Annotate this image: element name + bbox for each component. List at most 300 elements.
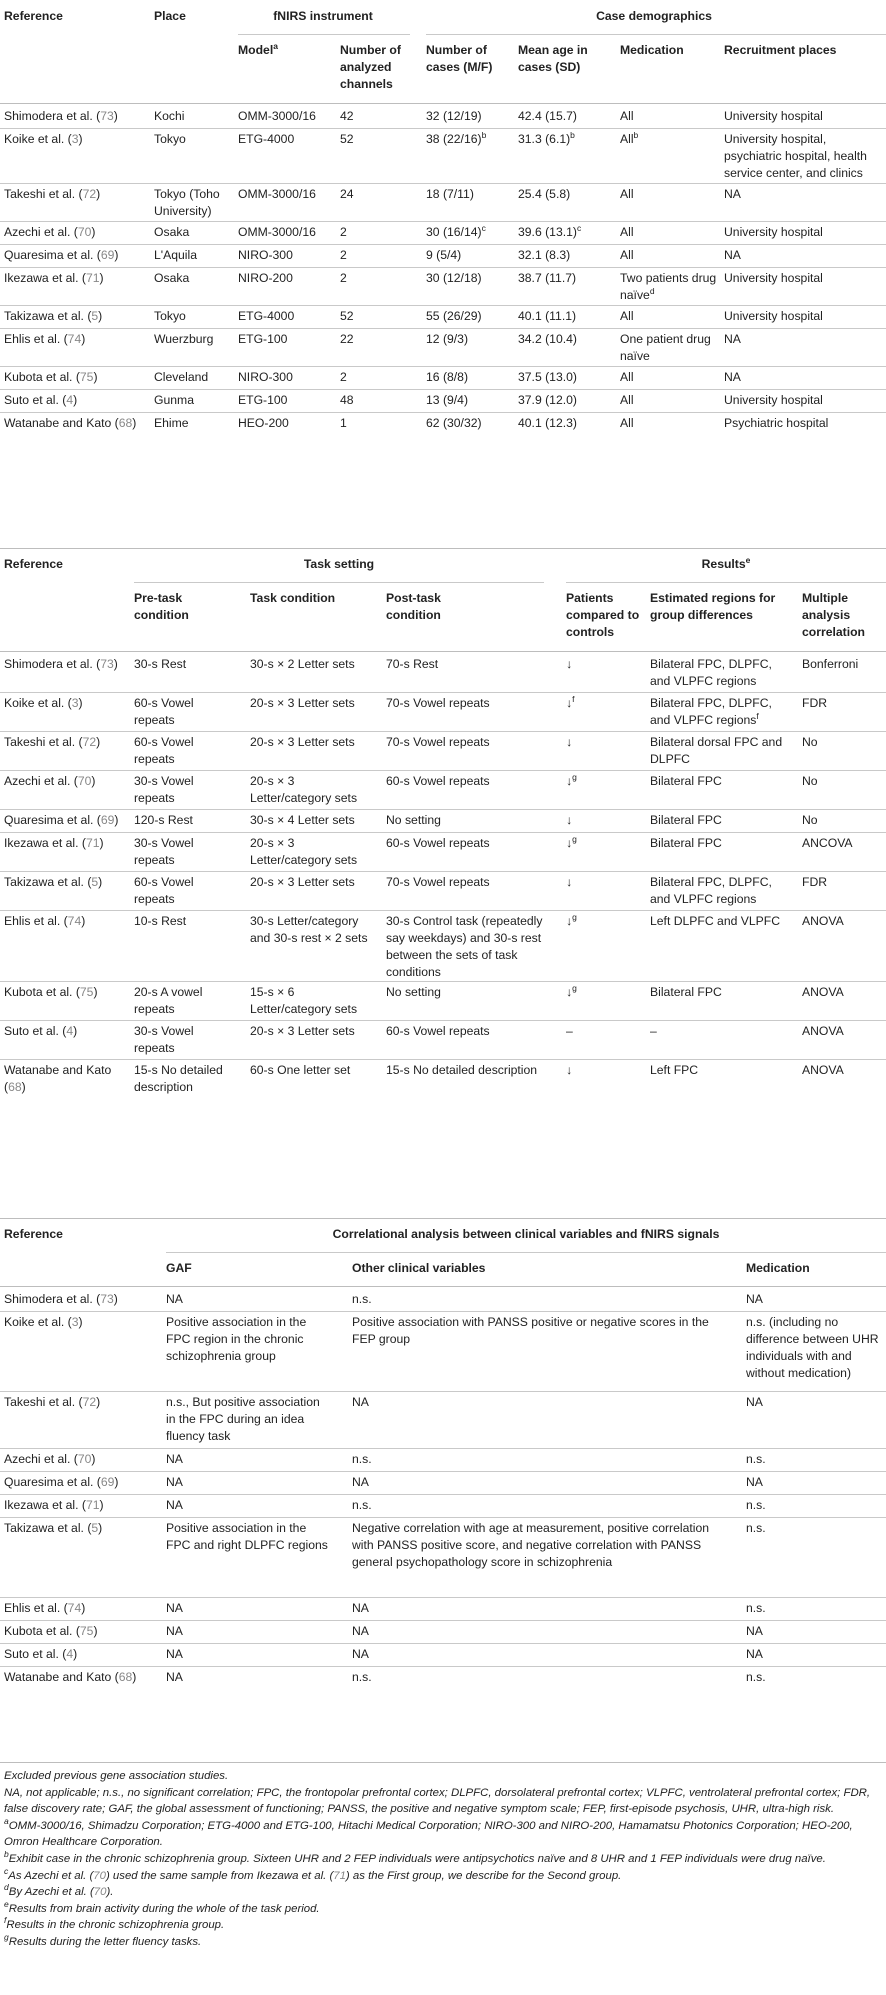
group-rule xyxy=(238,34,410,35)
age-cell xyxy=(518,186,616,203)
medication-cell xyxy=(746,1451,886,1468)
task-condition-cell xyxy=(250,913,378,947)
regions-cell-text: Bilateral FPC, DLPFC, and VLPFC regions xyxy=(650,875,772,906)
channels-cell-text: 24 xyxy=(340,187,354,201)
patients-cell xyxy=(566,1023,626,1040)
regions-cell xyxy=(650,835,790,852)
reference-name: Suto et al. ( xyxy=(4,1647,67,1661)
reference-number-link[interactable]: 71 xyxy=(333,1869,346,1882)
multiple-analysis-cell-text: FDR xyxy=(802,875,828,889)
medication-cell xyxy=(620,331,720,365)
regions-cell xyxy=(650,812,790,829)
recruitment-cell-text: NA xyxy=(724,187,741,201)
reference-name: Ikezawa et al. ( xyxy=(4,1498,86,1512)
reference-number-link[interactable]: 4 xyxy=(66,393,74,407)
row-divider xyxy=(0,244,886,245)
gaf-cell-text: NA xyxy=(166,1601,183,1615)
reference-close-paren: ) xyxy=(21,1080,26,1094)
gaf-cell-text: NA xyxy=(166,1647,183,1661)
multiple-analysis-cell xyxy=(802,913,886,930)
channels-cell xyxy=(340,415,420,432)
pre-task-cell-text: 30-s Vowel repeats xyxy=(134,1024,194,1055)
place-cell-text: L'Aquila xyxy=(154,248,197,262)
correlational-analysis-table xyxy=(0,1218,886,1763)
reference-number-link[interactable]: 4 xyxy=(66,1647,74,1661)
reference-number-link[interactable]: 69 xyxy=(100,248,115,262)
cases-cell-text: 30 (12/18) xyxy=(426,271,482,285)
other-clinical-cell xyxy=(352,1451,727,1468)
post-task-cell xyxy=(386,1023,546,1040)
place-cell-text: Tokyo (Toho University) xyxy=(154,187,220,218)
model-footnote-mark: a xyxy=(273,40,278,51)
reference-close-paren: ) xyxy=(96,187,101,201)
reference-name: Quaresima et al. ( xyxy=(4,248,101,262)
pre-task-cell-text: 30-s Vowel repeats xyxy=(134,774,194,805)
reference-close-paren: ) xyxy=(78,1315,83,1329)
patients-cell xyxy=(566,913,626,930)
row-divider xyxy=(0,809,886,810)
task-condition-cell-text: 20-s × 3 Letter/category sets xyxy=(250,836,358,867)
task-condition-cell-text: 20-s × 3 Letter sets xyxy=(250,875,355,889)
post-task-cell-text: 15-s No detailed description xyxy=(386,1063,538,1077)
medication-cell-text: All xyxy=(620,309,634,323)
reference-cell xyxy=(4,415,149,432)
place-cell-text: Wuerzburg xyxy=(154,332,214,346)
reference-number-link[interactable]: 5 xyxy=(91,1521,99,1535)
reference-number-link[interactable]: 74 xyxy=(67,332,82,346)
reference-close-paren: ) xyxy=(91,225,96,239)
cases-cell xyxy=(426,186,516,203)
medication-cell xyxy=(746,1623,886,1640)
reference-number-link[interactable]: 71 xyxy=(85,836,100,850)
regions-cell xyxy=(650,1062,790,1079)
gaf-cell xyxy=(166,1314,330,1365)
reference-number-link[interactable]: 68 xyxy=(118,416,133,430)
reference-close-paren: ) xyxy=(99,1498,104,1512)
reference-name: Koike et al. ( xyxy=(4,1315,72,1329)
reference-close-paren: ) xyxy=(91,1452,96,1466)
gaf-cell-text: NA xyxy=(166,1498,183,1512)
reference-number-link[interactable]: 69 xyxy=(100,1475,115,1489)
reference-close-paren: ) xyxy=(132,416,137,430)
reference-cell xyxy=(4,308,149,325)
age-cell xyxy=(518,224,616,241)
row-divider xyxy=(0,770,886,771)
pre-task-cell-text: 15-s No detailed description xyxy=(134,1063,223,1094)
post-task-cell-text: 70-s Vowel repeats xyxy=(386,735,490,749)
reference-number-link[interactable]: 74 xyxy=(67,1601,82,1615)
row-divider xyxy=(0,1391,886,1392)
medication-cell xyxy=(746,1394,886,1411)
patients-cell-text: ↓ xyxy=(566,657,573,671)
recruitment-cell-text: NA xyxy=(724,248,741,262)
row-divider xyxy=(0,183,886,184)
age-cell xyxy=(518,247,616,264)
reference-cell xyxy=(4,224,149,241)
task-condition-cell-text: 30-s × 4 Letter sets xyxy=(250,813,355,827)
medication-cell-text: n.s. xyxy=(746,1498,766,1512)
other-clinical-cell-text: NA xyxy=(352,1647,369,1661)
reference-number-link[interactable]: 70 xyxy=(93,1869,106,1882)
model-cell-text: OMM-3000/16 xyxy=(238,187,316,201)
reference-number-link[interactable]: 75 xyxy=(79,1624,94,1638)
patients-cell xyxy=(566,874,626,891)
col-header-fnirs-instrument: fNIRS instrument xyxy=(273,9,373,23)
reference-close-paren: ) xyxy=(96,1395,101,1409)
other-clinical-cell xyxy=(352,1520,727,1571)
multiple-analysis-cell xyxy=(802,1023,886,1040)
col-header-place: Place xyxy=(154,9,186,23)
reference-number-link[interactable]: 73 xyxy=(100,109,114,123)
patients-cell xyxy=(566,835,626,852)
gaf-cell xyxy=(166,1394,330,1445)
gaf-cell-text: NA xyxy=(166,1624,183,1638)
col-header-age: Mean age in cases (SD) xyxy=(518,43,588,74)
multiple-analysis-cell-text: FDR xyxy=(802,696,828,710)
reference-number-link[interactable]: 72 xyxy=(82,1395,97,1409)
reference-cell xyxy=(4,1669,164,1686)
recruitment-cell xyxy=(724,247,884,264)
task-condition-cell xyxy=(250,1023,378,1040)
col-header-reference: Reference xyxy=(4,1227,63,1241)
other-clinical-cell-text: Negative correlation with age at measurement, positive correlation with PANSS positive score, and negative correlation with PANSS general psychopathology score in schizophrenia xyxy=(352,1521,710,1569)
multiple-analysis-cell xyxy=(802,773,886,790)
reference-cell xyxy=(4,984,132,1001)
place-cell-text: Osaka xyxy=(154,271,190,285)
col-header-multiple: Multiple analysis correlation xyxy=(802,591,865,639)
medication-cell xyxy=(746,1520,886,1537)
multiple-analysis-cell xyxy=(802,835,886,852)
gaf-cell xyxy=(166,1451,330,1468)
reference-number-link[interactable]: 3 xyxy=(71,132,79,146)
medication-cell-text: All xyxy=(620,132,634,146)
medication-cell-text: NA xyxy=(746,1647,763,1661)
medication-cell-text: NA xyxy=(746,1292,763,1306)
other-clinical-cell xyxy=(352,1314,727,1348)
reference-name: Shimodera et al. ( xyxy=(4,1292,101,1306)
recruitment-cell-text: NA xyxy=(724,332,741,346)
reference-close-paren: ) xyxy=(132,1670,137,1684)
channels-cell xyxy=(340,131,420,148)
col-header-case-demographics: Case demographics xyxy=(596,9,712,23)
pre-task-cell xyxy=(134,835,234,869)
reference-close-paren: ) xyxy=(114,813,119,827)
reference-cell xyxy=(4,270,149,287)
pre-task-cell xyxy=(134,656,234,673)
post-task-cell-text: No setting xyxy=(386,813,441,827)
medication-cell-text: n.s. xyxy=(746,1670,766,1684)
task-condition-cell-text: 20-s × 3 Letter sets xyxy=(250,696,355,710)
patients-cell-text: – xyxy=(566,1024,573,1038)
model-cell-text: OMM-3000/16 xyxy=(238,109,316,123)
model-cell xyxy=(238,224,338,241)
patients-cell-text: ↓ xyxy=(566,836,573,850)
regions-cell-text: Left FPC xyxy=(650,1063,699,1077)
reference-number-link[interactable]: 5 xyxy=(91,875,99,889)
other-clinical-cell-text: NA xyxy=(352,1601,369,1615)
pre-task-cell xyxy=(134,913,234,930)
reference-cell xyxy=(4,1023,132,1040)
footnote-mark: c xyxy=(481,222,486,233)
medication-cell-text: All xyxy=(620,393,634,407)
gaf-cell xyxy=(166,1600,330,1617)
place-cell xyxy=(154,224,234,241)
age-cell-text: 25.4 (5.8) xyxy=(518,187,571,201)
post-task-cell-text: 60-s Vowel repeats xyxy=(386,1024,490,1038)
row-divider xyxy=(0,1643,886,1644)
col-header-regions: Estimated regions for group differences xyxy=(650,591,776,622)
age-cell xyxy=(518,131,616,148)
reference-name: Takizawa et al. ( xyxy=(4,875,92,889)
reference-close-paren: ) xyxy=(99,836,104,850)
model-cell-text: ETG-4000 xyxy=(238,132,295,146)
footnote-mark: g xyxy=(572,833,577,844)
cases-cell xyxy=(426,415,516,432)
channels-cell xyxy=(340,224,420,241)
recruitment-cell-text: University hospital xyxy=(724,109,823,123)
medication-cell-text: All xyxy=(620,187,634,201)
medication-cell xyxy=(620,224,720,241)
patients-cell-text: ↓ xyxy=(566,914,573,928)
age-cell-text: 31.3 (6.1) xyxy=(518,132,571,146)
multiple-analysis-cell-text: ANOVA xyxy=(802,914,844,928)
cases-cell-text: 30 (16/14) xyxy=(426,225,482,239)
multiple-analysis-cell-text: ANOVA xyxy=(802,1024,844,1038)
reference-cell xyxy=(4,108,149,125)
reference-number-link[interactable]: 68 xyxy=(118,1670,133,1684)
footnote-g: $^g$Results during the letter fluency tasks. xyxy=(4,1932,202,1948)
row-divider xyxy=(0,1448,886,1449)
model-cell xyxy=(238,331,338,348)
cases-cell-text: 12 (9/3) xyxy=(426,332,469,346)
reference-number-link[interactable]: 3 xyxy=(71,1315,79,1329)
reference-number-link[interactable]: 70 xyxy=(77,774,92,788)
other-clinical-cell-text: Positive association with PANSS positive or negative scores in the FEP group xyxy=(352,1315,709,1346)
recruitment-cell xyxy=(724,415,884,432)
medication-cell xyxy=(620,247,720,264)
reference-close-paren: ) xyxy=(113,1292,118,1306)
other-clinical-cell xyxy=(352,1600,727,1617)
channels-cell-text: 1 xyxy=(340,416,347,430)
row-divider xyxy=(0,1666,886,1667)
age-cell-text: 34.2 (10.4) xyxy=(518,332,577,346)
col-header-cases: Number of cases (M/F) xyxy=(426,43,493,74)
reference-name: Azechi et al. ( xyxy=(4,1452,78,1466)
cases-cell-text: 55 (26/29) xyxy=(426,309,482,323)
regions-cell xyxy=(650,773,790,790)
reference-number-link[interactable]: 72 xyxy=(82,735,97,749)
channels-cell xyxy=(340,392,420,409)
col-header-medication: Medication xyxy=(746,1261,810,1275)
reference-cell xyxy=(4,913,132,930)
row-divider xyxy=(0,910,886,911)
regions-cell xyxy=(650,656,790,690)
other-clinical-cell-text: n.s. xyxy=(352,1498,372,1512)
reference-cell xyxy=(4,1474,164,1491)
reference-cell xyxy=(4,186,149,203)
cases-cell xyxy=(426,224,516,241)
place-cell xyxy=(154,247,234,264)
medication-cell xyxy=(746,1474,886,1491)
task-condition-cell-text: 15-s × 6 Letter/category sets xyxy=(250,985,358,1016)
age-cell-text: 38.7 (11.7) xyxy=(518,271,577,285)
reference-number-link[interactable]: 73 xyxy=(100,657,114,671)
multiple-analysis-cell-text: ANCOVA xyxy=(802,836,853,850)
cases-cell-text: 38 (22/16) xyxy=(426,132,482,146)
reference-number-link[interactable]: 73 xyxy=(100,1292,114,1306)
reference-close-paren: ) xyxy=(81,332,86,346)
reference-close-paren: ) xyxy=(91,774,96,788)
pre-task-cell-text: 30-s Vowel repeats xyxy=(134,836,194,867)
post-task-cell-text: 30-s Control task (repeatedly say weekdays) and 30-s rest between the sets of task conditions xyxy=(386,914,543,979)
col-header-pre-task: Pre-task condition xyxy=(134,591,189,622)
footnote-mark: g xyxy=(572,982,577,993)
multiple-analysis-cell xyxy=(802,734,886,751)
recruitment-cell xyxy=(724,308,884,325)
reference-cell xyxy=(4,773,132,790)
reference-name: Koike et al. ( xyxy=(4,132,72,146)
footnote-a: $^a$OMM-3000/16, Shimadzu Corporation; ETG-4000 and ETG-100, Hitachi Medical Corporation; NIRO-300 and NIRO-200, Hamamatsu Photonics Corporation; HEO-200, Omron Healthcare Corporation. xyxy=(4,1815,853,1849)
reference-cell xyxy=(4,695,132,712)
footnote-e: $^e$Results from brain activity during the whole of the task period. xyxy=(4,1898,320,1915)
place-cell xyxy=(154,308,234,325)
reference-number-link[interactable]: 75 xyxy=(79,370,94,384)
reference-cell xyxy=(4,1520,164,1537)
medication-cell xyxy=(620,392,720,409)
reference-number-link[interactable]: 69 xyxy=(100,813,115,827)
model-cell xyxy=(238,392,338,409)
reference-name: Takizawa et al. ( xyxy=(4,309,92,323)
patients-cell xyxy=(566,773,626,790)
age-cell-text: 40.1 (12.3) xyxy=(518,416,577,430)
row-divider xyxy=(0,1471,886,1472)
patients-cell xyxy=(566,656,626,673)
other-clinical-cell-text: NA xyxy=(352,1395,369,1409)
reference-number-link[interactable]: 71 xyxy=(85,1498,100,1512)
reference-close-paren: ) xyxy=(93,1624,98,1638)
cases-cell xyxy=(426,331,516,348)
row-divider xyxy=(0,412,886,413)
reference-number-link[interactable]: 71 xyxy=(85,271,100,285)
model-cell-text: NIRO-300 xyxy=(238,248,293,262)
reference-number-link[interactable]: 4 xyxy=(66,1024,74,1038)
reference-number-link[interactable]: 70 xyxy=(77,225,92,239)
gaf-cell-text: Positive association in the FPC and right DLPFC regions xyxy=(166,1521,328,1552)
pre-task-cell xyxy=(134,773,234,807)
reference-number-link[interactable]: 5 xyxy=(91,309,99,323)
cases-cell xyxy=(426,308,516,325)
reference-close-paren: ) xyxy=(78,132,83,146)
reference-name: Kubota et al. ( xyxy=(4,370,80,384)
reference-number-link[interactable]: 72 xyxy=(82,187,97,201)
row-divider xyxy=(0,692,886,693)
reference-number-link[interactable]: 68 xyxy=(8,1080,22,1094)
post-task-cell-text: 70-s Vowel repeats xyxy=(386,875,490,889)
task-condition-cell xyxy=(250,874,378,891)
regions-cell xyxy=(650,984,790,1001)
medication-cell-text: One patient drug naïve xyxy=(620,332,711,363)
row-divider xyxy=(0,871,886,872)
patients-cell-text: ↓ xyxy=(566,696,573,710)
place-cell xyxy=(154,392,234,409)
header-rule xyxy=(0,1286,886,1287)
reference-cell xyxy=(4,1291,164,1308)
recruitment-cell xyxy=(724,186,884,203)
patients-cell-text: ↓ xyxy=(566,1063,573,1077)
footnote-mark: b xyxy=(570,129,575,140)
row-divider xyxy=(0,128,886,129)
group-rule xyxy=(134,582,544,583)
patients-cell-text: ↓ xyxy=(566,875,573,889)
row-divider xyxy=(0,731,886,732)
reference-number-link[interactable]: 3 xyxy=(71,696,79,710)
medication-cell xyxy=(620,186,720,203)
channels-cell xyxy=(340,247,420,264)
age-cell-text: 37.9 (12.0) xyxy=(518,393,577,407)
age-cell-text: 37.5 (13.0) xyxy=(518,370,577,384)
reference-name: Watanabe and Kato ( xyxy=(4,1670,119,1684)
footnote-mark: c xyxy=(576,222,582,233)
regions-cell xyxy=(650,874,790,908)
model-label: Model xyxy=(238,43,274,57)
reference-number-link[interactable]: 70 xyxy=(77,1452,92,1466)
reference-close-paren: ) xyxy=(73,393,78,407)
post-task-cell-text: 60-s Vowel repeats xyxy=(386,836,490,850)
post-task-cell xyxy=(386,874,546,891)
reference-number-link[interactable]: 75 xyxy=(79,985,94,999)
multiple-analysis-cell-text: No xyxy=(802,774,818,788)
medication-cell xyxy=(620,131,720,148)
reference-close-paren: ) xyxy=(99,271,104,285)
col-header-model xyxy=(238,42,278,59)
cases-cell xyxy=(426,392,516,409)
cases-cell-text: 13 (9/4) xyxy=(426,393,469,407)
age-cell xyxy=(518,308,616,325)
recruitment-cell xyxy=(724,392,884,409)
reference-name: Ehlis et al. ( xyxy=(4,332,68,346)
other-clinical-cell-text: NA xyxy=(352,1624,369,1638)
channels-cell xyxy=(340,369,420,386)
medication-cell-text: n.s. xyxy=(746,1521,766,1535)
header-rule xyxy=(0,103,886,104)
medication-cell-text: All xyxy=(620,248,634,262)
model-cell-text: OMM-3000/16 xyxy=(238,225,316,239)
reference-number-link[interactable]: 74 xyxy=(67,914,82,928)
reference-number-link[interactable]: 70 xyxy=(93,1886,107,1899)
model-cell-text: NIRO-200 xyxy=(238,271,293,285)
row-divider xyxy=(0,267,886,268)
medication-cell xyxy=(746,1291,886,1308)
recruitment-cell-text: University hospital xyxy=(724,225,823,239)
channels-cell xyxy=(340,270,420,287)
footnote-mark: g xyxy=(572,771,577,782)
task-condition-cell xyxy=(250,835,378,869)
patients-cell-text: ↓ xyxy=(566,735,573,749)
medication-cell xyxy=(746,1646,886,1663)
reference-close-paren: ) xyxy=(78,696,83,710)
model-cell-text: NIRO-300 xyxy=(238,370,293,384)
patients-cell xyxy=(566,984,626,1001)
footnote-b: $^b$Exhibit case in the chronic schizophrenia group. Sixteen UHR and 2 FEP individuals were antipsychotics naïve and 8 UHR and 1 FEP individuals were drug naïve. xyxy=(4,1849,826,1865)
model-cell xyxy=(238,247,338,264)
regions-cell-text: Left DLPFC and VLPFC xyxy=(650,914,781,928)
reference-name: Koike et al. ( xyxy=(4,696,72,710)
results-footnote-mark: e xyxy=(745,554,751,565)
col-header-reference: Reference xyxy=(4,9,63,23)
medication-cell-text: All xyxy=(620,416,634,430)
post-task-cell-text: 70-s Rest xyxy=(386,657,439,671)
instrument-demographics-table xyxy=(0,0,886,540)
